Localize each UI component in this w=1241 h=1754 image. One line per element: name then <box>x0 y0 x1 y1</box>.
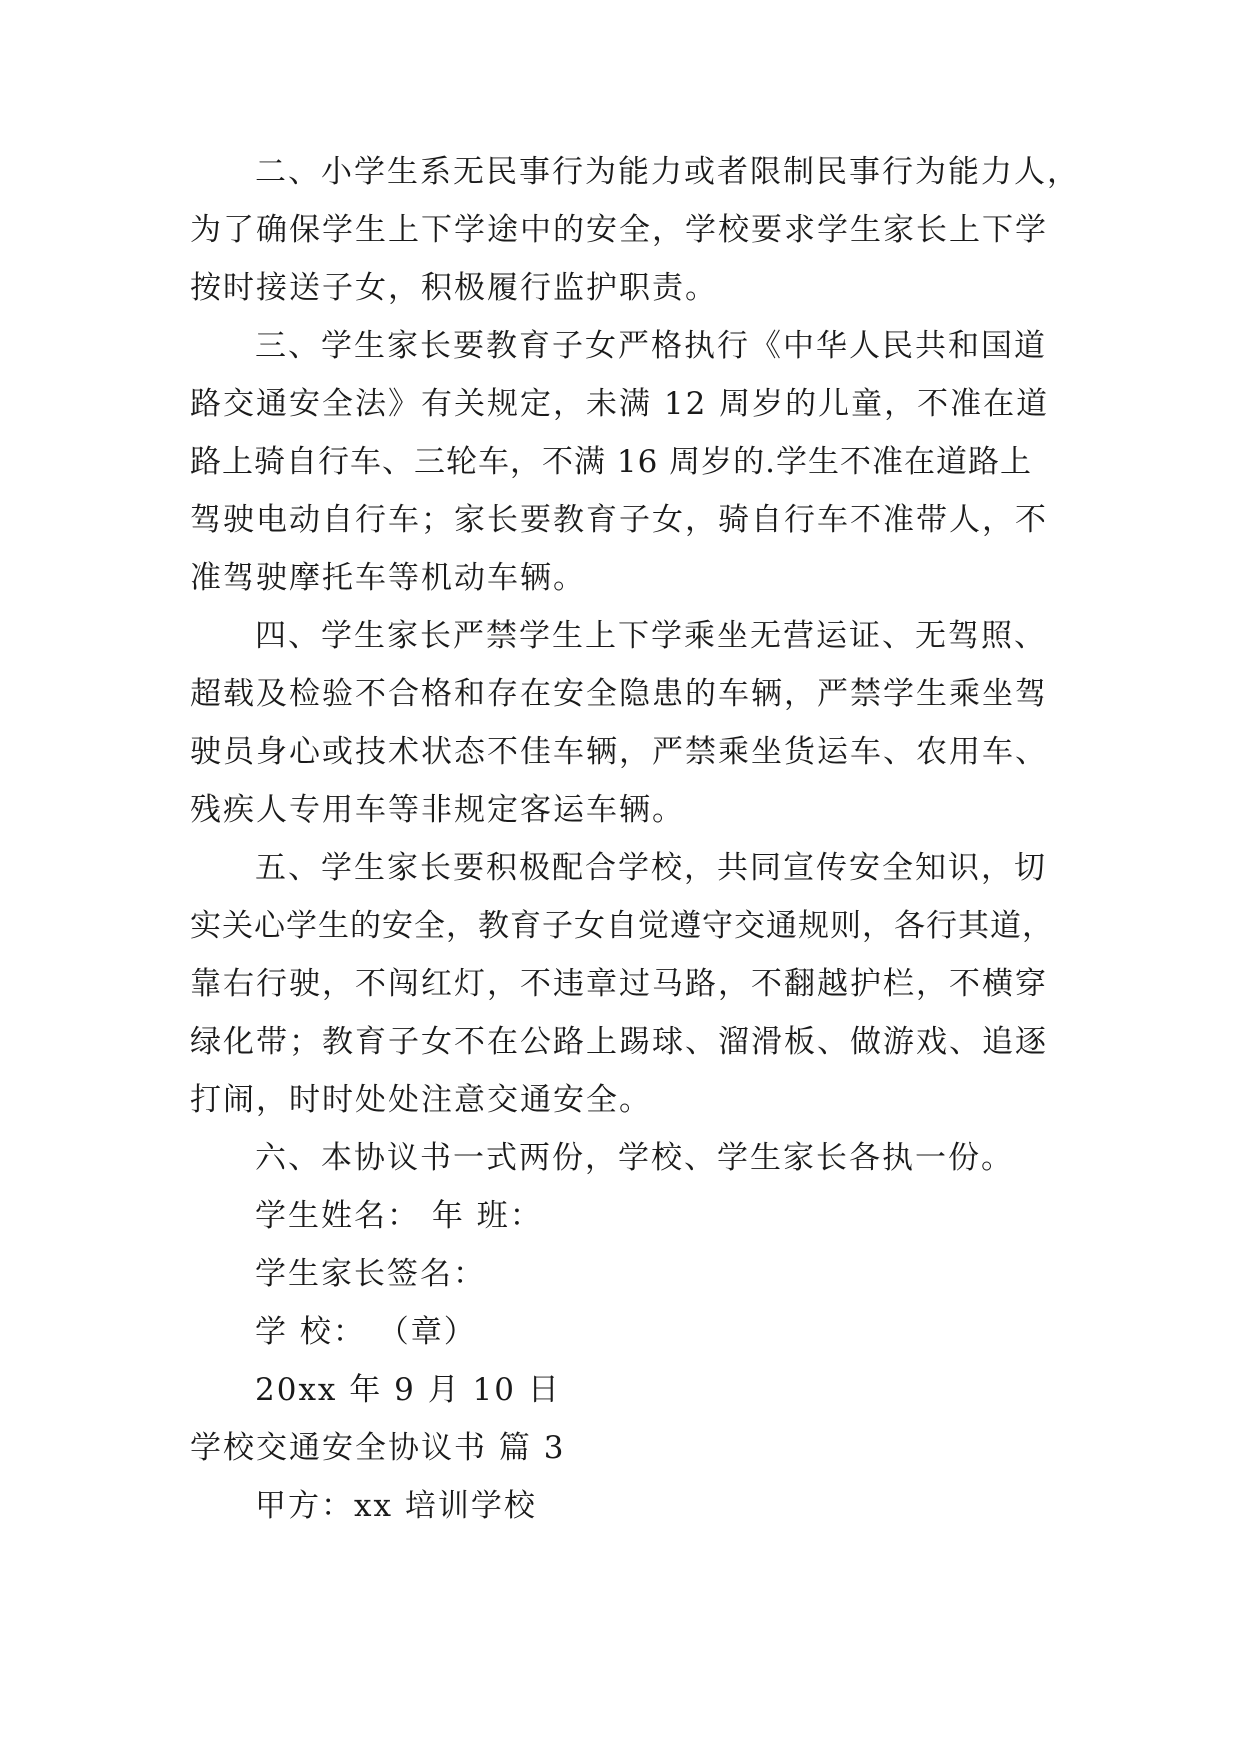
parent-signature-field: 学生家长签名： <box>255 1256 486 1292</box>
paragraph-5-line-5: 打闹，时时处处注意交通安全。 <box>190 1082 652 1118</box>
paragraph-6: 六、本协议书一式两份，学校、学生家长各执一份。 <box>255 1140 1014 1176</box>
paragraph-3-line-5: 准驾驶摩托车等机动车辆。 <box>190 560 586 596</box>
paragraph-3-line-3: 路上骑自行车、三轮车，不满 16 周岁的.学生不准在道路上 <box>190 444 1033 480</box>
paragraph-2-line-3: 按时接送子女，积极履行监护职责。 <box>190 270 718 306</box>
school-seal-field: 学 校： （章） <box>255 1314 477 1350</box>
student-name-field: 学生姓名： 年 班： <box>255 1198 543 1234</box>
section-heading: 学校交通安全协议书 篇 3 <box>190 1430 566 1466</box>
paragraph-2-line-1: 二、小学生系无民事行为能力或者限制民事行为能力人， <box>255 154 1080 190</box>
date-line: 20xx 年 9 月 10 日 <box>255 1372 561 1408</box>
paragraph-5-line-4: 绿化带；教育子女不在公路上踢球、溜滑板、做游戏、追逐 <box>190 1024 1048 1060</box>
paragraph-3-line-1: 三、学生家长要教育子女严格执行《中华人民共和国道 <box>255 328 1047 364</box>
paragraph-2-line-2: 为了确保学生上下学途中的安全，学校要求学生家长上下学 <box>190 212 1048 248</box>
paragraph-5-line-2: 实关心学生的安全，教育子女自觉遵守交通规则，各行其道， <box>190 908 1054 944</box>
paragraph-4-line-2: 超载及检验不合格和存在安全隐患的车辆，严禁学生乘坐驾 <box>190 676 1048 712</box>
paragraph-3-line-4: 驾驶电动自行车；家长要教育子女，骑自行车不准带人，不 <box>190 502 1048 538</box>
paragraph-4-line-4: 残疾人专用车等非规定客运车辆。 <box>190 792 685 828</box>
party-a-line: 甲方：xx 培训学校 <box>255 1488 537 1524</box>
paragraph-5-line-1: 五、学生家长要积极配合学校，共同宣传安全知识，切 <box>255 850 1047 886</box>
paragraph-4-line-3: 驶员身心或技术状态不佳车辆，严禁乘坐货运车、农用车、 <box>190 734 1048 770</box>
paragraph-4-line-1: 四、学生家长严禁学生上下学乘坐无营运证、无驾照、 <box>255 618 1047 654</box>
paragraph-5-line-3: 靠右行驶，不闯红灯，不违章过马路，不翻越护栏，不横穿 <box>190 966 1048 1002</box>
paragraph-3-line-2: 路交通安全法》有关规定，未满 12 周岁的儿童，不准在道 <box>190 386 1050 422</box>
